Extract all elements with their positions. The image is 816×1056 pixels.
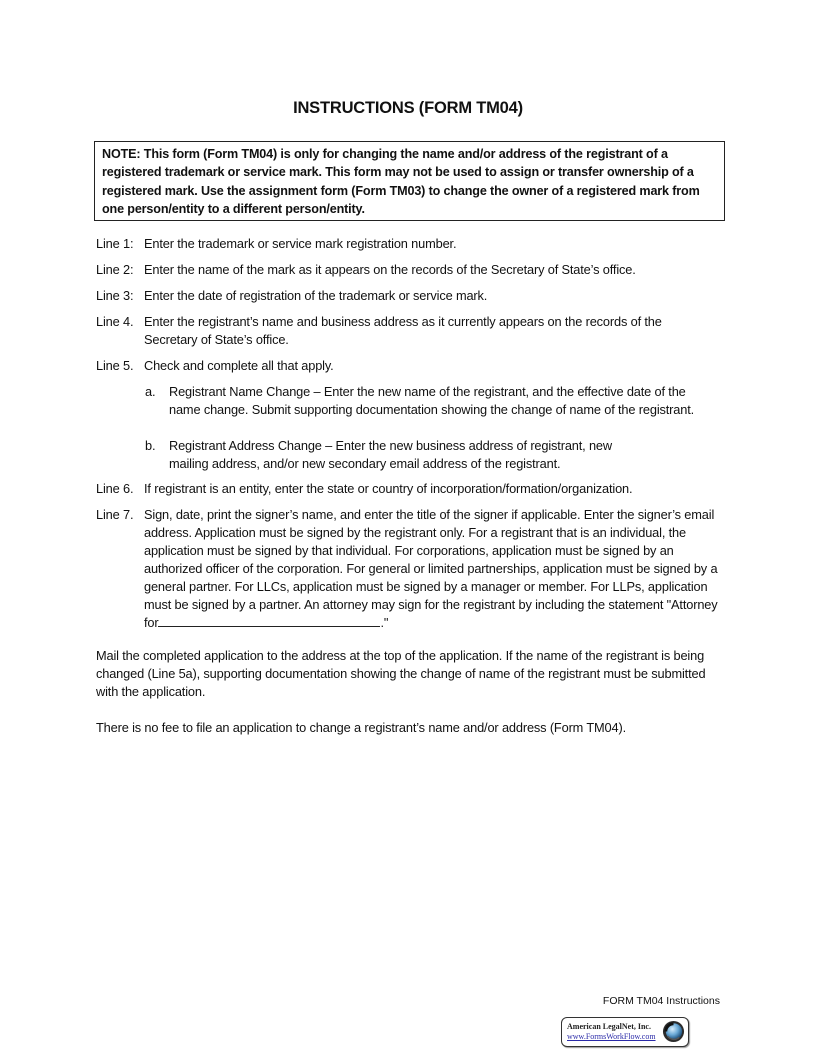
fee-paragraph: There is no fee to file an application to change a registrant’s name and/or address (Form TM04). xyxy=(96,720,626,735)
instruction-line-6 xyxy=(96,480,726,498)
instruction-line-4 xyxy=(96,313,726,349)
line-5-sub-item-a xyxy=(145,383,725,419)
line-text: If registrant is an entity, enter the state or country of incorporation/formation/organization. xyxy=(144,481,633,496)
line-text: Enter the name of the mark as it appears on the records of the Secretary of State’s office. xyxy=(144,262,636,277)
instruction-line-5 xyxy=(96,357,726,375)
sub-item-letter: a. xyxy=(145,384,156,399)
line-label: Line 7. xyxy=(96,507,134,522)
line-text: Enter the trademark or service mark registration number. xyxy=(144,236,457,251)
line-label: Line 6. xyxy=(96,481,134,496)
note-box: NOTE: This form (Form TM04) is only for changing the name and/or address of the registrant of a registered trademark or service mark. This form may not be used to assign or transfer ownership of a registered mark. Use the assignment form (Form TM03) to change the owner of a registered mark from one person/entity to a different person/entity. xyxy=(94,141,725,221)
line-7-end: ." xyxy=(380,615,389,630)
line-text: Enter the date of registration of the trademark or service mark. xyxy=(144,288,488,303)
mail-instructions-paragraph: Mail the completed application to the address at the top of the application. If the name of the registrant is being changed (Line 5a), supporting documentation showing the change of name of the registrant must be submitted with the application. xyxy=(96,648,706,699)
american-legalnet-logo[interactable] xyxy=(561,1017,689,1047)
instruction-line-1 xyxy=(96,235,726,253)
line-text: Check and complete all that apply. xyxy=(144,358,334,373)
logo-website-link[interactable]: www.FormsWorkFlow.com xyxy=(567,1032,656,1041)
line-label: Line 2: xyxy=(96,262,134,277)
line-label: Line 3: xyxy=(96,288,134,303)
sub-item-text-line: Registrant Address Change – Enter the new business address of registrant, new xyxy=(169,438,612,453)
line-text: Enter the registrant’s name and business address as it currently appears on the records of the Secretary of State’s office. xyxy=(144,314,662,347)
instruction-line-2 xyxy=(96,261,726,279)
line-5-sub-item-b xyxy=(145,437,725,473)
line-label: Line 1: xyxy=(96,236,134,251)
sub-item-text-line: mailing address, and/or new secondary email address of the registrant. xyxy=(169,456,561,471)
sub-item-text xyxy=(169,437,725,473)
line-text xyxy=(144,506,722,632)
footer-form-label: FORM TM04 Instructions xyxy=(602,995,720,1007)
line-label: Line 4. xyxy=(96,314,134,329)
attorney-for-blank-line xyxy=(158,614,380,627)
sub-item-letter: b. xyxy=(145,438,156,453)
sub-item-text: Registrant Name Change – Enter the new name of the registrant, and the effective date of the name change. Submit supporting documentation showing the change of name of the registrant. xyxy=(169,384,695,417)
instruction-line-3 xyxy=(96,287,726,305)
instruction-line-7 xyxy=(96,506,726,632)
line-label: Line 5. xyxy=(96,358,134,373)
logo-company-name: American LegalNet, Inc. xyxy=(567,1022,651,1031)
line-7-body: Sign, date, print the signer’s name, and enter the title of the signer if applicable. Enter the signer’s email address. Application must be signed by the registrant only. For a registrant that is an individual, the application must be signed by that individual. For corporations, application must be signed by an authorized officer of the corporation. For general or limited partnerships, application must be signed by a general partner. For LLCs, application must be signed by a manager or member. For LLPs, application must be signed by a partner. An attorney may sign for the registrant by including the statement "Attorney for xyxy=(144,507,718,630)
page-title: INSTRUCTIONS (FORM TM04) xyxy=(293,99,523,117)
globe-icon xyxy=(662,1020,685,1043)
